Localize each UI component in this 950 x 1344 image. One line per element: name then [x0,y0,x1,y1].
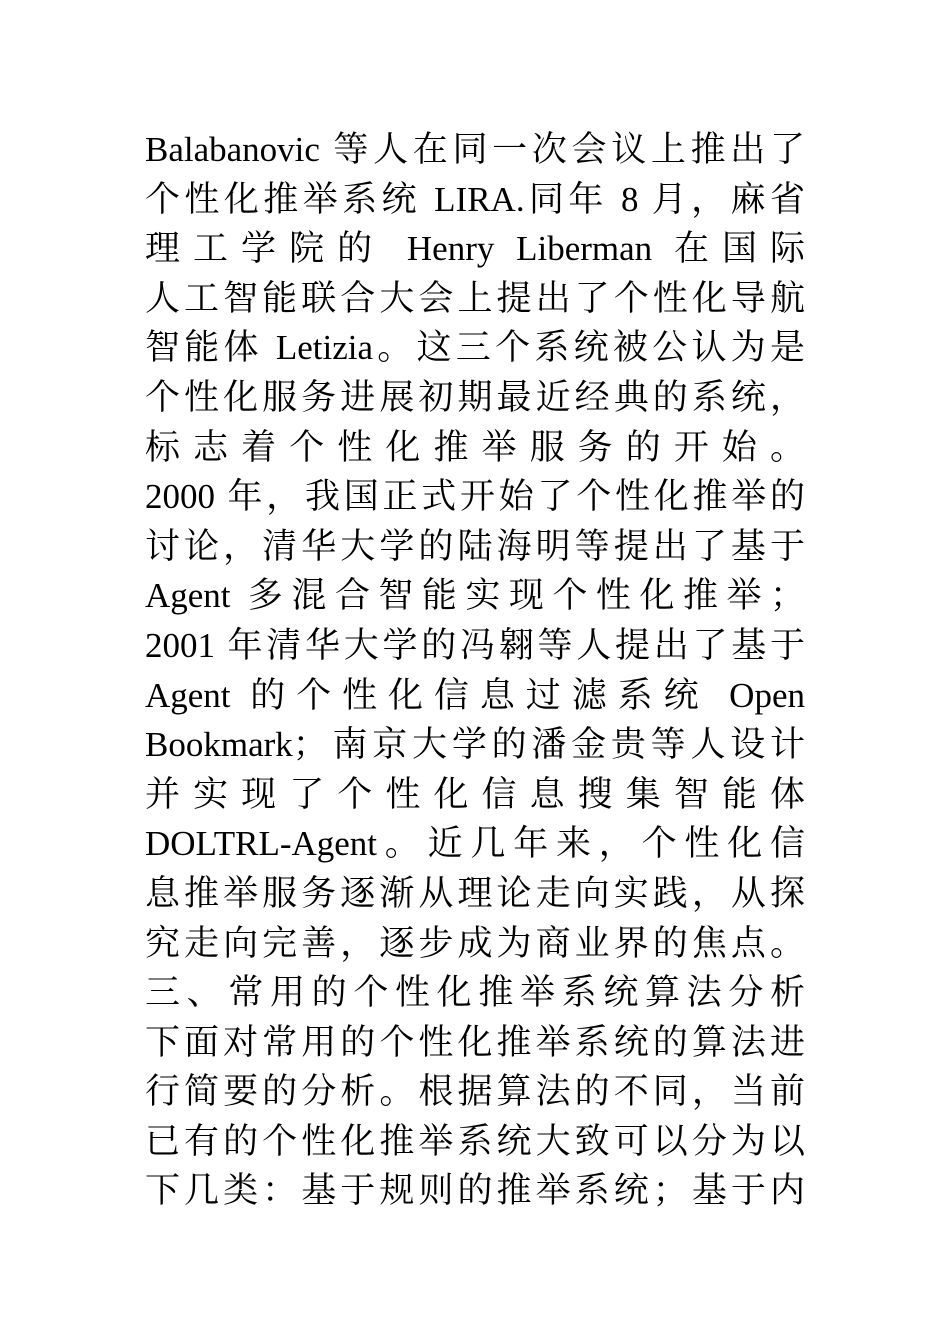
text-line: 已有的个性化推举系统大致可以分为以 [145,1121,805,1161]
text-line: 人工智能联合大会上提出了个性化导航 [145,278,805,318]
text-line: 个性化服务进展初期最近经典的系统， [145,377,805,417]
text-line: Agent 的个性化信息过滤系统 Open [145,675,805,715]
text-line: 究走向完善，逐步成为商业界的焦点。 [145,923,805,963]
text-line: 2001 年清华大学的冯翱等人提出了基于 [145,625,805,665]
body-text [145,125,805,1216]
text-line: 行简要的分析。根据算法的不同，当前 [145,1072,805,1112]
text-line: Agent 多混合智能实现个性化推举； [145,576,805,616]
text-line: 理工学院的 Henry Liberman 在国际 [145,229,805,269]
text-line: 息推举服务逐渐从理论走向实践，从探 [145,873,805,913]
text-line: 讨论，清华大学的陆海明等提出了基于 [145,526,805,566]
text-line: Balabanovic 等人在同一次会议上推出了 [145,130,805,169]
text-line: 2000 年，我国正式开始了个性化推举的 [145,477,805,517]
text-line: 并实现了个性化信息搜集智能体 [145,774,805,814]
text-line: 下面对常用的个性化推举系统的算法进 [145,1022,805,1062]
text-line: 标志着个性化推举服务的开始。 [145,427,805,467]
text-line: 智能体 Letizia。这三个系统被公认为是 [145,328,805,368]
text-line: 下几类：基于规则的推举系统；基于内 [145,1171,805,1211]
text-line: 个性化推举系统 LIRA.同年 8 月，麻省 [145,179,805,219]
section-heading: 三、常用的个性化推举系统算法分析 [145,973,805,1013]
text-line: Bookmark；南京大学的潘金贵等人设计 [145,725,805,765]
text-line: DOLTRL-Agent。近几年来，个性化信 [145,824,805,864]
